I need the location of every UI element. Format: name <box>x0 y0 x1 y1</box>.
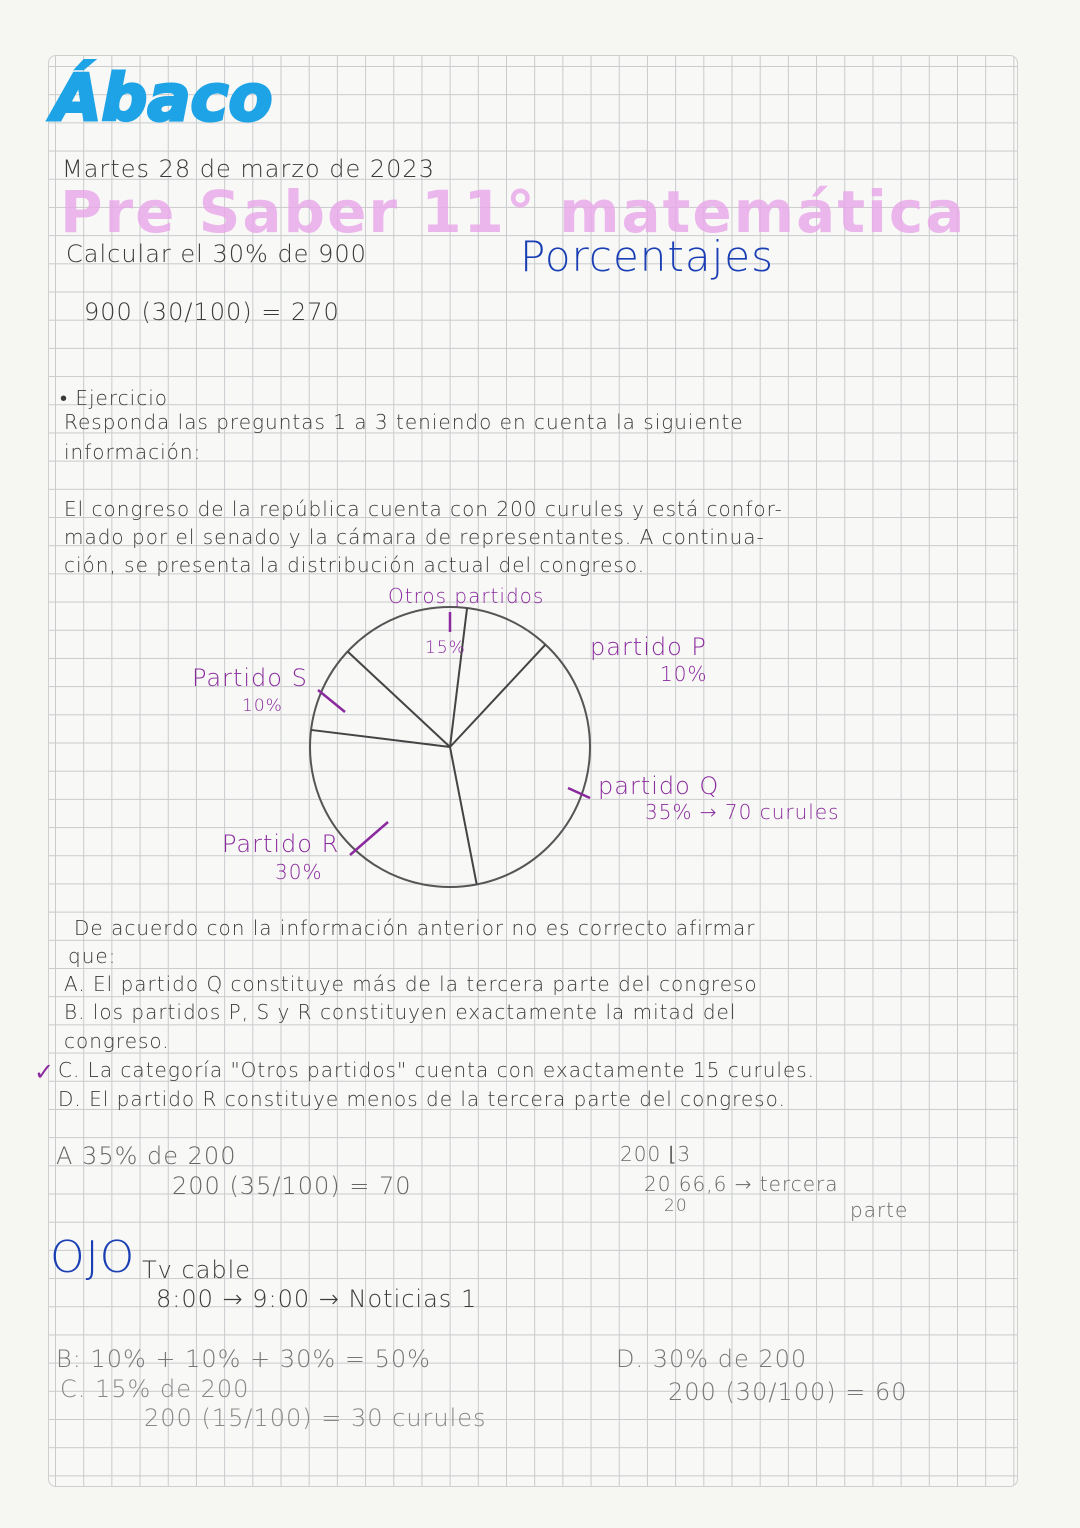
slice-label-q: partido Q <box>598 772 720 800</box>
slice-value-s: 10% <box>242 696 283 716</box>
slice-value-p: 10% <box>660 662 708 686</box>
arrow-s <box>318 690 345 712</box>
tv-line: 8:00 → 9:00 → Noticias 1 <box>156 1285 478 1313</box>
slice-boundary-partido-s <box>311 730 450 747</box>
checkmark-icon: ✓ <box>34 1058 56 1086</box>
slice-label-otros: Otros partidos <box>388 584 545 608</box>
division-line: parte <box>850 1198 909 1222</box>
work-a-line: 200 (35/100) = 70 <box>172 1172 412 1200</box>
question-line: que: <box>68 944 117 968</box>
example-prompt: Calcular el 30% de 900 <box>66 240 367 268</box>
work-d-line: 200 (30/100) = 60 <box>668 1378 908 1406</box>
subject-banner: Pre Saber 11° matemática <box>60 178 967 246</box>
example-work: 900 (30/100) = 270 <box>84 298 340 326</box>
work-b: B: 10% + 10% + 30% = 50% <box>56 1345 431 1373</box>
slice-boundary-otros-partidos <box>348 652 450 747</box>
slice-boundary-partido-r <box>450 747 477 884</box>
notebook-title: Ábaco <box>52 62 273 136</box>
work-c-line: C. 15% de 200 <box>60 1375 250 1403</box>
context-line: ción, se presenta la distribución actual del congreso. <box>64 553 646 577</box>
slice-label-r: Partido R <box>222 830 340 858</box>
slice-label-s: Partido S <box>192 664 308 692</box>
option-b: B. los partidos P, S y R constituyen exactamente la mitad del <box>64 1000 737 1024</box>
slice-value-q: 35% → 70 curules <box>645 800 840 824</box>
slice-label-p: partido P <box>590 633 707 661</box>
date: Martes 28 de marzo de 2023 <box>62 155 435 183</box>
ojo-heading: OJO <box>50 1232 136 1283</box>
option-d: D. El partido R constituye menos de la tercera parte del congreso. <box>58 1087 786 1111</box>
option-a: A. El partido Q constituye más de la tercera parte del congreso <box>64 972 758 996</box>
context-line: mado por el senado y la cámara de representantes. A continua- <box>64 525 765 549</box>
instructions-line: información: <box>64 440 202 464</box>
arrow-q <box>568 788 590 798</box>
division-line: 20 <box>664 1196 688 1216</box>
exercise-label: • Ejercicio <box>60 386 168 410</box>
slice-value-r: 30% <box>275 860 323 884</box>
work-c-line: 200 (15/100) = 30 curules <box>144 1404 487 1432</box>
tv-line: Tv cable <box>142 1256 252 1284</box>
arrow-r <box>350 822 388 855</box>
work-d-line: D. 30% de 200 <box>616 1345 808 1373</box>
option-c: C. La categoría "Otros partidos" cuenta con exactamente 15 curules. <box>58 1058 816 1082</box>
question-line: De acuerdo con la información anterior no es correcto afirmar <box>74 916 756 940</box>
instructions-line: Responda las preguntas 1 a 3 teniendo en cuenta la siguiente <box>64 410 744 434</box>
topic-heading: Porcentajes <box>520 232 775 281</box>
option-b-cont: congreso. <box>64 1029 170 1053</box>
slice-value-otros: 15% <box>425 638 466 658</box>
division-line: 20 66,6 → tercera <box>644 1172 839 1196</box>
slice-boundary-partido-q <box>450 645 545 747</box>
division-line: 200 ⌊3 <box>620 1142 692 1166</box>
work-a-line: A 35% de 200 <box>56 1142 237 1170</box>
context-line: El congreso de la república cuenta con 200 curules y está confor- <box>64 497 783 521</box>
slice-boundary-partido-p <box>450 608 467 747</box>
